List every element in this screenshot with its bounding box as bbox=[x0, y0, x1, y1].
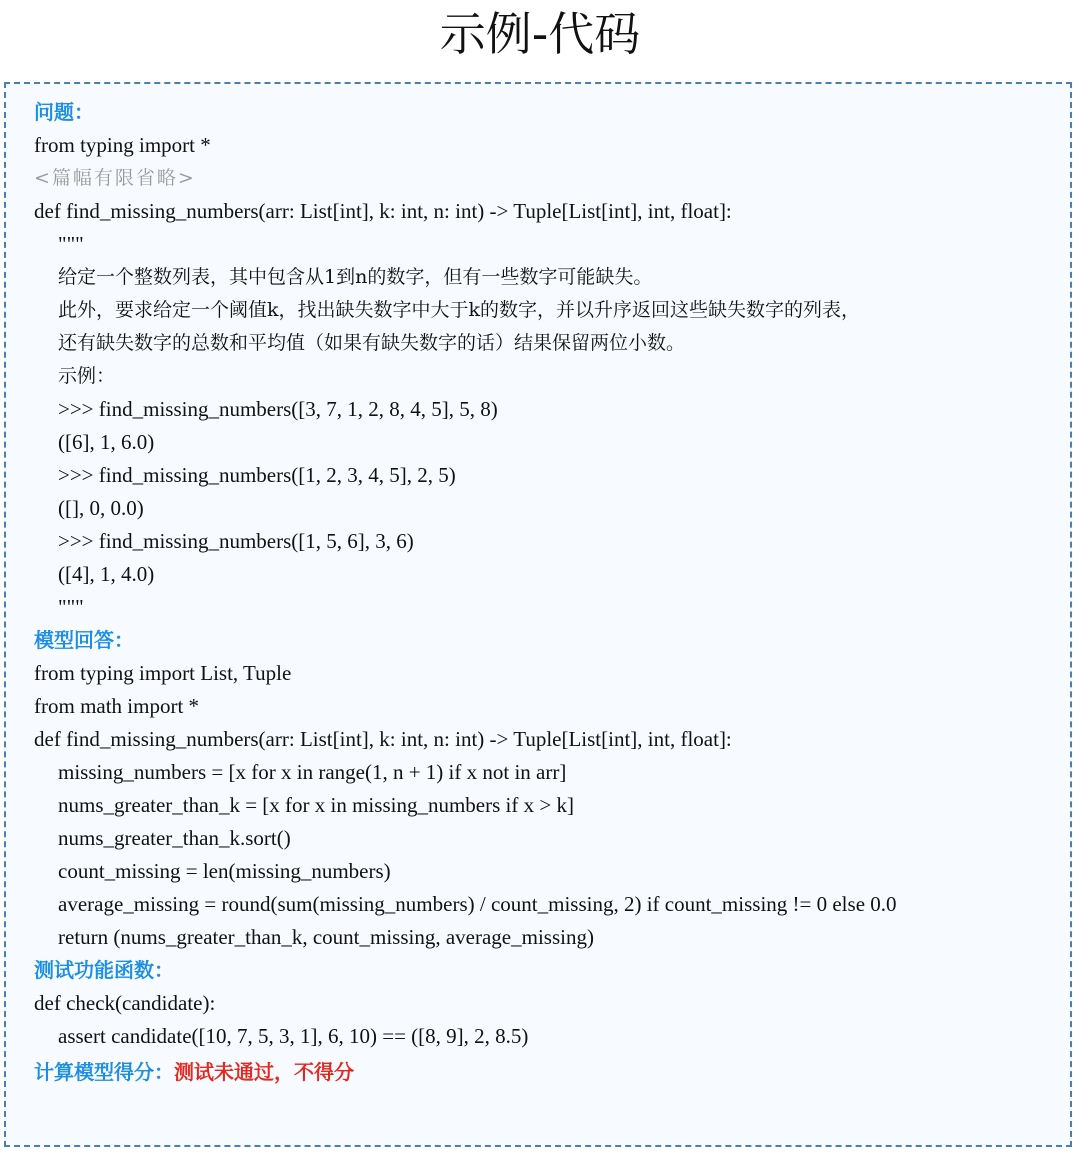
answer-line: def find_missing_numbers(arr: List[int], k: int, n: int) -> Tuple[List[int], int, float]: bbox=[34, 727, 732, 751]
answer-line: from math import * bbox=[34, 694, 200, 718]
question-def-line: def find_missing_numbers(arr: List[int], k: int, n: int) -> Tuple[List[int], int, float]: bbox=[34, 199, 732, 223]
question-example-1-call: >>> find_missing_numbers([3, 7, 1, 2, 8, 4, 5], 5, 8) bbox=[58, 397, 498, 421]
score-label: 计算模型得分： bbox=[34, 1060, 174, 1084]
score-result: 测试未通过，不得分 bbox=[174, 1060, 354, 1084]
question-heading: 问题： bbox=[34, 100, 94, 124]
question-desc-1: 给定一个整数列表，其中包含从1到n的数字，但有一些数字可能缺失。 bbox=[58, 266, 653, 288]
question-example-3-call: >>> find_missing_numbers([1, 5, 6], 3, 6) bbox=[58, 529, 414, 553]
question-import-line: from typing import * bbox=[34, 133, 211, 157]
test-def-line: def check(candidate): bbox=[34, 991, 216, 1015]
answer-body-line: count_missing = len(missing_numbers) bbox=[58, 859, 391, 883]
question-example-3-result: ([4], 1, 4.0) bbox=[58, 562, 155, 586]
answer-body-line: nums_greater_than_k = [x for x in missing_numbers if x > k] bbox=[58, 793, 574, 817]
answer-line: from typing import List, Tuple bbox=[34, 661, 292, 685]
question-desc-3: 还有缺失数字的总数和平均值（如果有缺失数字的话）结果保留两位小数。 bbox=[58, 332, 686, 354]
question-example-1-result: ([6], 1, 6.0) bbox=[58, 430, 155, 454]
test-assert-line: assert candidate([10, 7, 5, 3, 1], 6, 10) == ([8, 9], 2, 8.5) bbox=[58, 1024, 529, 1048]
question-docstring-close: """ bbox=[58, 595, 84, 619]
answer-body-line: average_missing = round(sum(missing_numbers) / count_missing, 2) if count_missing != 0 else 0.0 bbox=[58, 892, 897, 916]
question-desc-2: 此外，要求给定一个阈值k，找出缺失数字中大于k的数字，并以升序返回这些缺失数字的列表， bbox=[58, 299, 861, 321]
question-example-2-result: ([], 0, 0.0) bbox=[58, 496, 144, 520]
test-heading: 测试功能函数： bbox=[34, 958, 174, 982]
question-docstring-open: """ bbox=[58, 232, 84, 256]
question-example-2-call: >>> find_missing_numbers([1, 2, 3, 4, 5], 2, 5) bbox=[58, 463, 456, 487]
answer-body-line: missing_numbers = [x for x in range(1, n + 1) if x not in arr] bbox=[58, 760, 567, 784]
score-line bbox=[34, 1056, 1064, 1089]
answer-body-line: nums_greater_than_k.sort() bbox=[58, 826, 291, 850]
question-example-label: 示例： bbox=[58, 365, 116, 387]
page-title: 示例-代码 bbox=[439, 7, 641, 61]
answer-body-line: return (nums_greater_than_k, count_missing, average_missing) bbox=[58, 925, 594, 949]
question-omitted-note: <篇幅有限省略> bbox=[34, 167, 196, 189]
content-area bbox=[34, 96, 1064, 1089]
answer-heading: 模型回答： bbox=[34, 628, 134, 652]
